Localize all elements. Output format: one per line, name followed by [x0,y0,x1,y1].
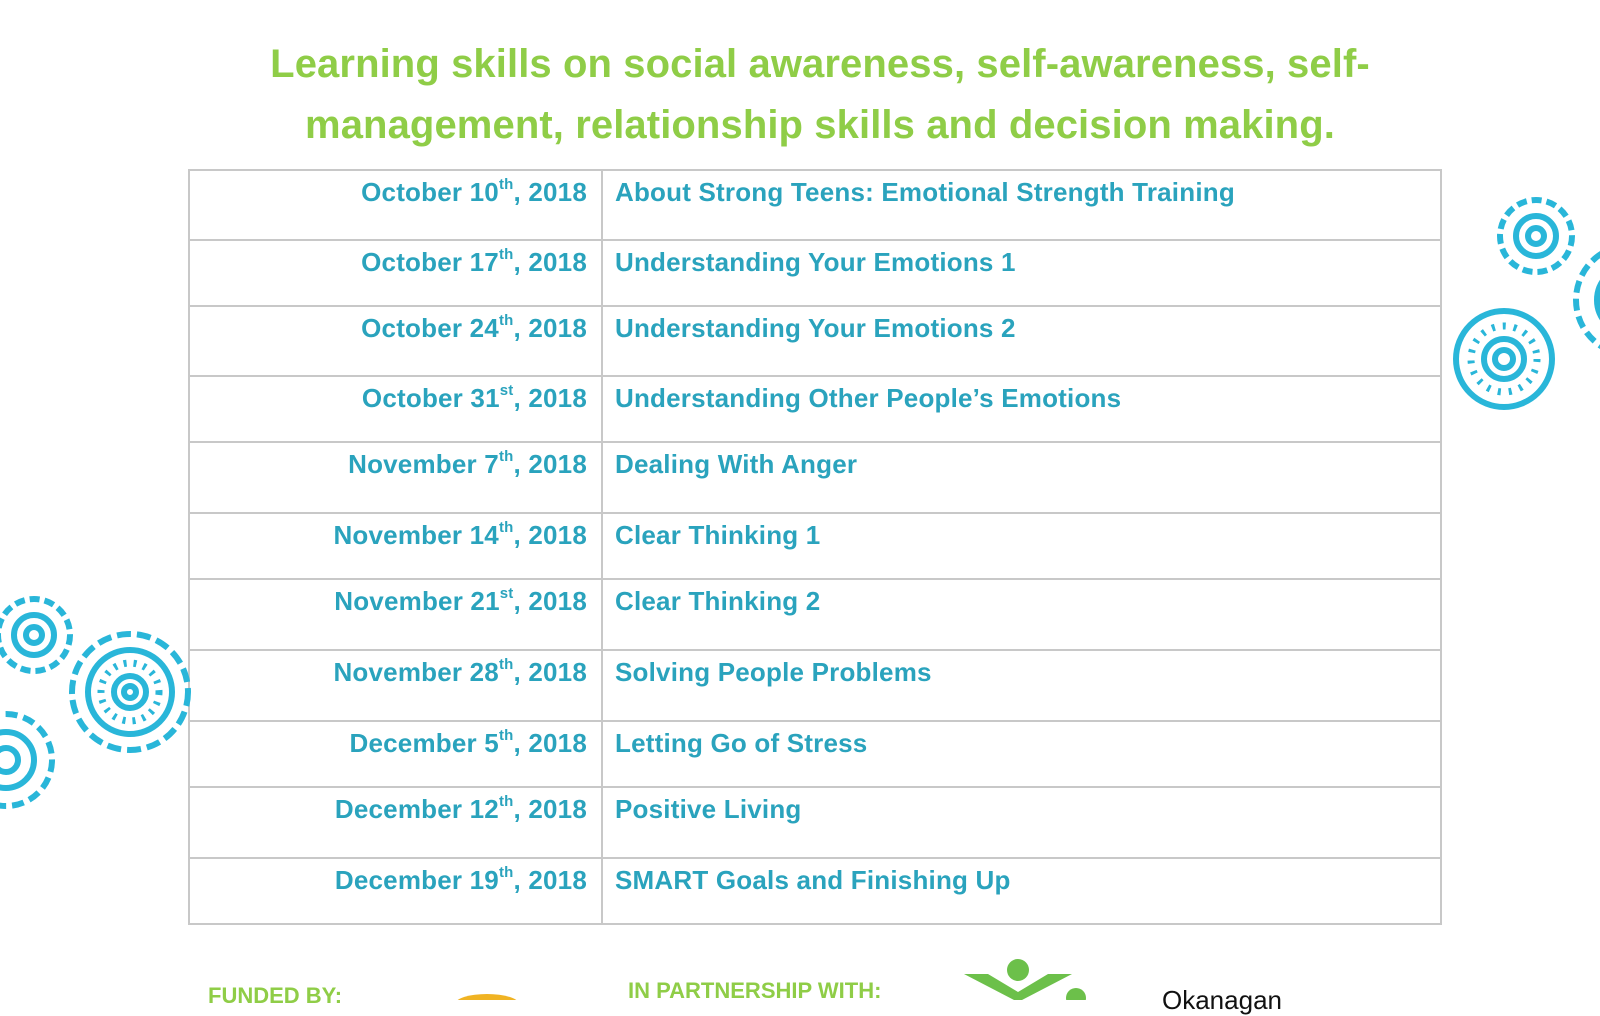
spiral-circle-decoration-icon [1450,305,1558,413]
session-date-year: , 2018 [513,177,587,207]
session-date-year: , 2018 [513,586,587,616]
table-row [189,787,1441,858]
table-row [189,721,1441,787]
session-date-year: , 2018 [513,383,587,413]
session-date-day: December 5 [349,728,499,758]
session-date-year: , 2018 [513,865,587,895]
session-date-suffix: th [498,656,514,674]
session-date [189,442,602,513]
session-topic: Understanding Other People’s Emotions [602,376,1441,442]
session-topic: Understanding Your Emotions 1 [602,240,1441,306]
session-date-day: November 28 [333,657,499,687]
session-date-day: November 7 [348,449,499,479]
session-date [189,650,602,721]
session-date-day: October 17 [361,247,499,277]
table-row [189,376,1441,442]
session-date [189,858,602,924]
session-date [189,579,602,650]
table-row [189,650,1441,721]
funded-by-label: FUNDED BY: [208,983,343,1008]
session-date-suffix: th [498,793,514,811]
table-row [189,579,1441,650]
session-date-suffix: th [498,864,514,882]
session-date [189,170,602,240]
funder-logo-icon [452,992,522,1000]
spiral-circle-decoration-icon [1571,240,1600,360]
session-date-day: December 19 [334,865,499,895]
session-date-suffix: th [498,246,514,264]
session-date-suffix: st [499,382,514,400]
session-topic: SMART Goals and Finishing Up [602,858,1441,924]
partner-logo-icon [962,958,1088,1000]
headline-line-2: management, relationship skills and decision making. [305,103,1335,147]
session-date-suffix: th [498,727,514,745]
page-headline [180,34,1460,156]
spiral-circle-decoration-icon [1494,194,1578,278]
session-date-year: , 2018 [513,794,587,824]
session-topic: Clear Thinking 1 [602,513,1441,579]
session-date-year: , 2018 [513,728,587,758]
session-date-year: , 2018 [513,449,587,479]
spiral-circle-decoration-icon [0,705,56,815]
session-topic: About Strong Teens: Emotional Strength Training [602,170,1441,240]
session-date [189,513,602,579]
headline-line-1: Learning skills on social awareness, self-awareness, self- [270,42,1370,86]
table-row [189,306,1441,376]
session-date [189,721,602,787]
session-topic: Dealing With Anger [602,442,1441,513]
session-date-day: October 31 [361,383,500,413]
session-date-suffix: th [498,176,514,194]
session-topic: Solving People Problems [602,650,1441,721]
session-date-suffix: th [498,519,514,537]
session-date-day: November 14 [333,520,499,550]
partner-name: Okanagan [1162,985,1282,1015]
session-date-year: , 2018 [513,520,587,550]
table-row [189,442,1441,513]
partnership-label: IN PARTNERSHIP WITH: [628,978,882,1003]
spiral-circle-decoration-icon [0,590,76,680]
session-date-year: , 2018 [513,657,587,687]
session-date [189,306,602,376]
session-date [189,240,602,306]
session-date-suffix: st [499,585,514,603]
session-date-day: October 24 [361,313,499,343]
session-date-day: October 10 [361,177,499,207]
table-row [189,513,1441,579]
spiral-circle-decoration-icon [66,625,196,760]
table-row [189,858,1441,924]
session-date [189,376,602,442]
table-row [189,170,1441,240]
schedule-table [188,169,1442,925]
session-topic: Clear Thinking 2 [602,579,1441,650]
session-date [189,787,602,858]
session-topic: Letting Go of Stress [602,721,1441,787]
session-date-suffix: th [498,448,514,466]
session-topic: Understanding Your Emotions 2 [602,306,1441,376]
session-date-day: November 21 [334,586,500,616]
table-row [189,240,1441,306]
session-date-day: December 12 [334,794,499,824]
session-date-year: , 2018 [513,247,587,277]
session-date-suffix: th [498,312,514,330]
session-topic: Positive Living [602,787,1441,858]
session-date-year: , 2018 [513,313,587,343]
